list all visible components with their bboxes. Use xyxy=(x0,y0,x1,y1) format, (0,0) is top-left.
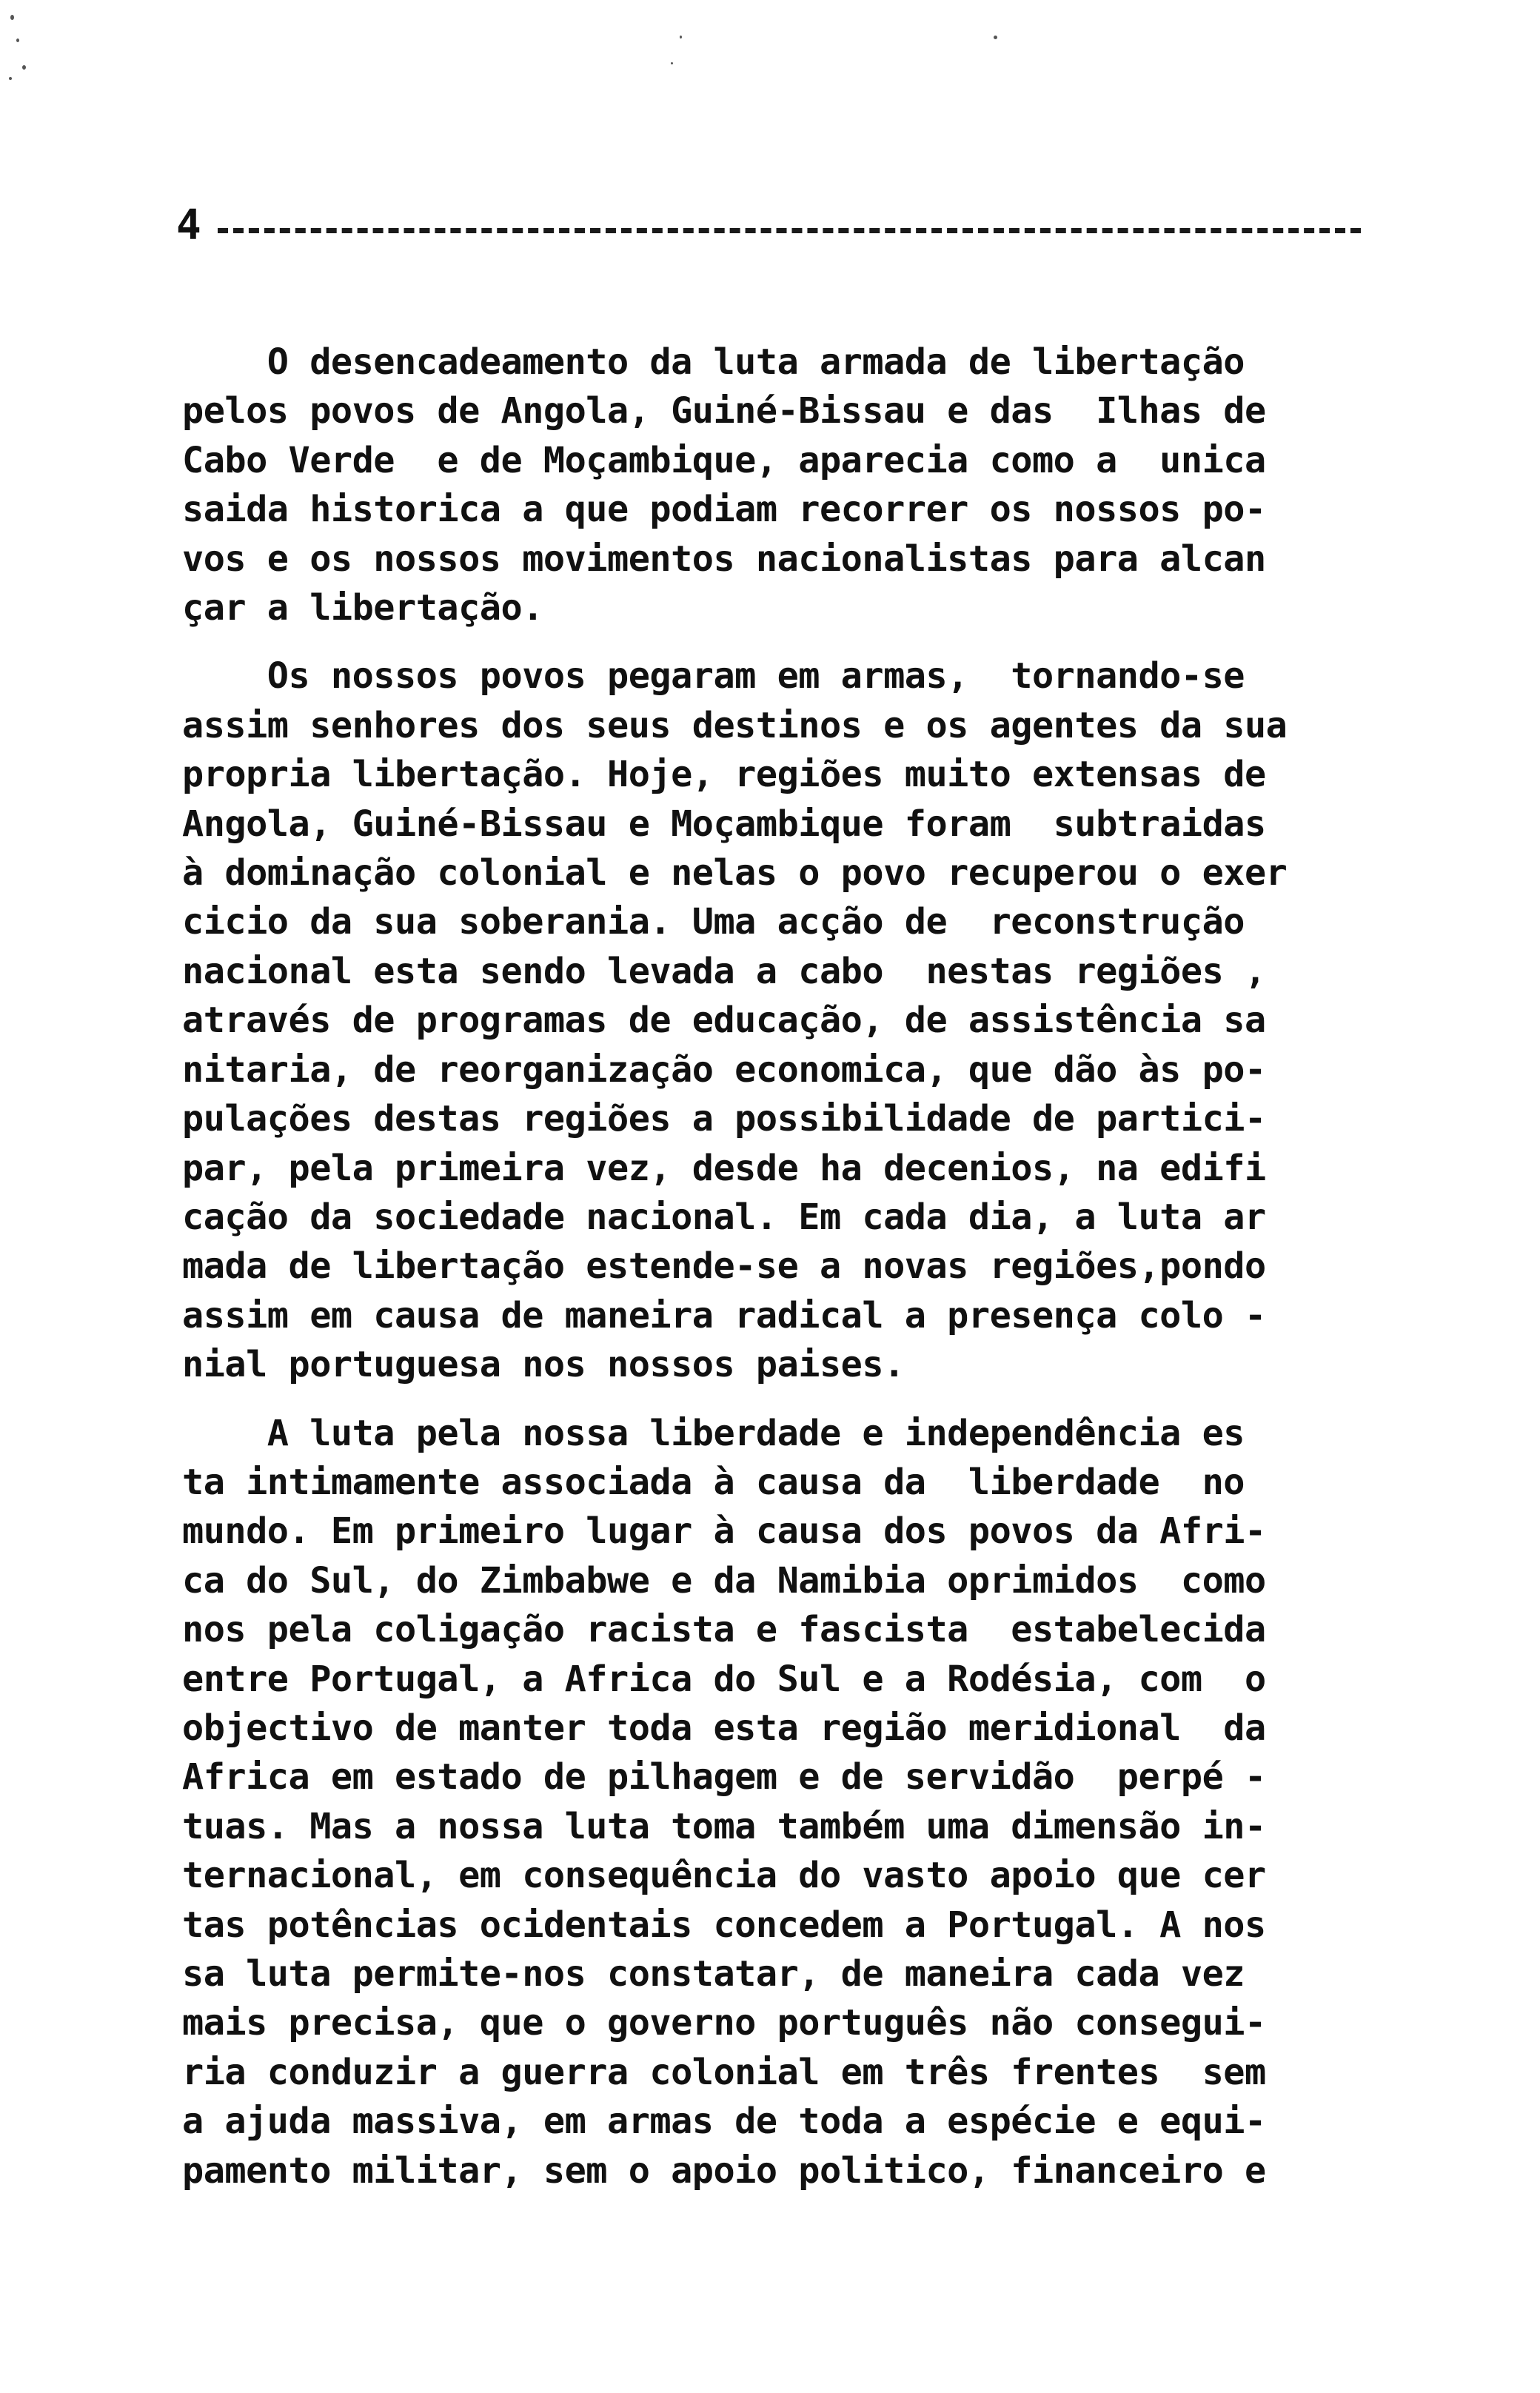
text-line: O desencadeamento da luta armada de libertação xyxy=(182,341,1245,383)
paragraph-1 xyxy=(182,338,1359,632)
text-line: mais precisa, que o governo português não consegui- xyxy=(182,2002,1266,2044)
paper-speck xyxy=(680,36,682,39)
text-line: Cabo Verde e de Moçambique, aparecia como a unica xyxy=(182,439,1266,481)
text-line: pelos povos de Angola, Guiné-Bissau e das Ilhas de xyxy=(182,390,1266,432)
text-line: assim em causa de maneira radical a presença colo - xyxy=(182,1294,1266,1336)
text-line: sa luta permite-nos constatar, de maneira cada vez xyxy=(182,1953,1245,1995)
paragraph-3 xyxy=(182,1409,1359,2196)
paper-speck xyxy=(671,62,673,64)
text-line: saida historica a que podiam recorrer os nossos po- xyxy=(182,489,1266,531)
text-line: ria conduzir a guerra colonial em três frentes sem xyxy=(182,2051,1266,2093)
text-line: pamento militar, sem o apoio politico, financeiro e xyxy=(182,2149,1266,2192)
page-number: 4 xyxy=(176,201,201,250)
text-line: pulações destas regiões a possibilidade de partici- xyxy=(182,1098,1266,1140)
text-line: nitaria, de reorganização economica, que dão às po- xyxy=(182,1048,1266,1091)
text-line: nos pela coligação racista e fascista estabelecida xyxy=(182,1609,1266,1651)
text-line: à dominação colonial e nelas o povo recuperou o exer xyxy=(182,852,1288,894)
paper-speck xyxy=(22,65,26,70)
paper-speck xyxy=(994,36,997,39)
text-line: nacional esta sendo levada a cabo nestas regiões , xyxy=(182,950,1266,992)
text-line: ternacional, em consequência do vasto apoio que cer xyxy=(182,1855,1266,1897)
text-line: entre Portugal, a Africa do Sul e a Rodésia, com o xyxy=(182,1658,1266,1700)
text-line: Os nossos povos pegaram em armas, tornando-se xyxy=(182,655,1245,697)
text-line: vos e os nossos movimentos nacionalistas para alcan xyxy=(182,538,1266,580)
text-line: tuas. Mas a nossa luta toma também uma dimensão in- xyxy=(182,1805,1266,1847)
paragraph-2 xyxy=(182,652,1359,1389)
text-line: Africa em estado de pilhagem e de servidão perpé - xyxy=(182,1756,1266,1798)
text-line: A luta pela nossa liberdade e independência es xyxy=(182,1412,1245,1454)
paper-speck xyxy=(10,15,14,20)
text-line: assim senhores dos seus destinos e os agentes da sua xyxy=(182,704,1288,746)
body-text xyxy=(182,338,1359,2215)
paper-speck xyxy=(9,77,12,80)
paper-speck xyxy=(16,39,19,42)
text-line: par, pela primeira vez, desde ha decenios, na edifi xyxy=(182,1147,1266,1189)
text-line: mundo. Em primeiro lugar à causa dos povos da Afri- xyxy=(182,1510,1266,1553)
text-line: ca do Sul, do Zimbabwe e da Namibia oprimidos como xyxy=(182,1559,1266,1602)
text-line: tas potências ocidentais concedem a Portugal. A nos xyxy=(182,1904,1266,1946)
text-line: através de programas de educação, de assistência sa xyxy=(182,1000,1266,1042)
text-line: cação da sociedade nacional. Em cada dia, a luta ar xyxy=(182,1196,1266,1238)
text-line: Angola, Guiné-Bissau e Moçambique foram subtraidas xyxy=(182,803,1266,845)
text-line: cicio da sua soberania. Uma acção de reconstrução xyxy=(182,901,1245,943)
page-header xyxy=(176,193,1361,259)
dashed-header-rule xyxy=(218,228,1361,233)
text-line: nial portuguesa nos nossos paises. xyxy=(182,1344,905,1386)
text-line: a ajuda massiva, em armas de toda a espécie e equi- xyxy=(182,2101,1266,2143)
text-line: propria libertação. Hoje, regiões muito extensas de xyxy=(182,754,1266,796)
text-line: objectivo de manter toda esta região meridional da xyxy=(182,1707,1266,1749)
text-line: ta intimamente associada à causa da liberdade no xyxy=(182,1461,1245,1503)
text-line: mada de libertação estende-se a novas regiões,pondo xyxy=(182,1245,1266,1288)
text-line: çar a libertação. xyxy=(182,587,543,629)
